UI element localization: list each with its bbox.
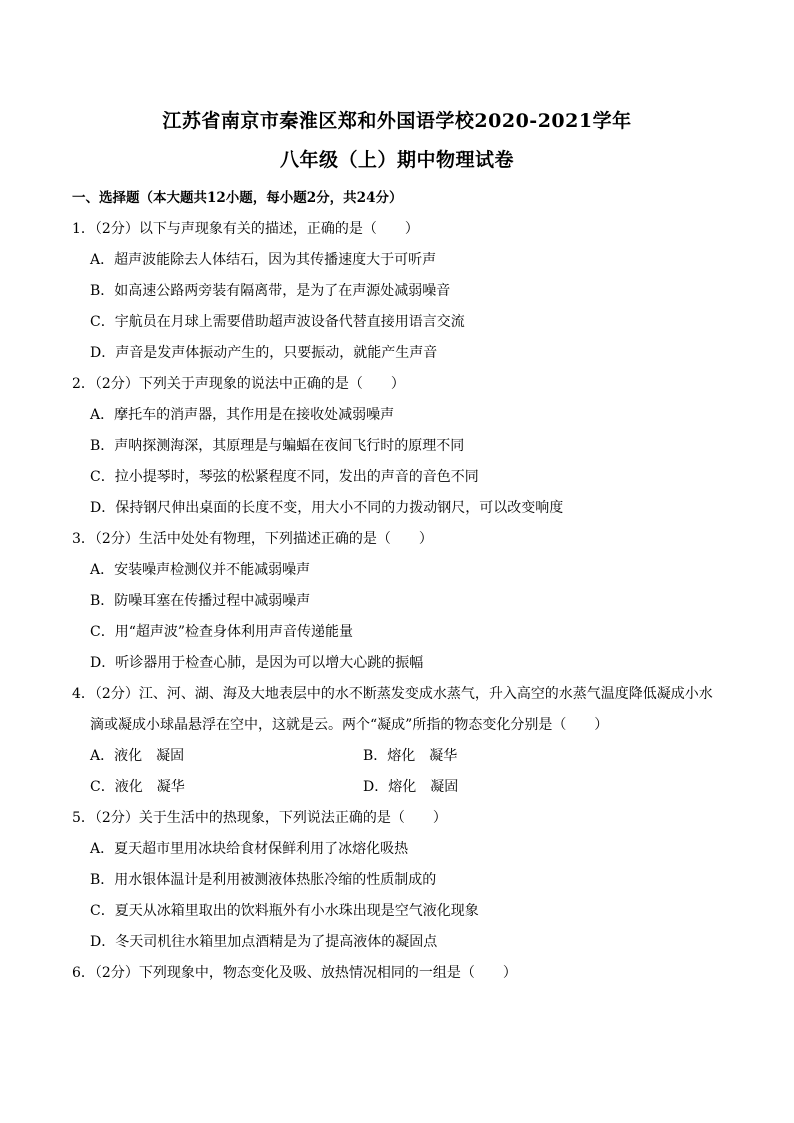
option-d: D．保持钢尺伸出桌面的长度不变，用大小不同的力拨动钢尺，可以改变响度 — [90, 500, 564, 516]
option-a: A．超声波能除去人体结石，因为其传播速度大于可听声 — [90, 252, 437, 268]
option-b: B．如高速公路两旁装有隔离带，是为了在声源处减弱噪音 — [90, 283, 451, 299]
option-row — [72, 772, 732, 803]
question-1 — [72, 214, 732, 369]
question-3 — [72, 524, 732, 679]
option-d: D．听诊器用于检查心肺，是因为可以增大心跳的振幅 — [90, 655, 424, 671]
option-a: A．液化 凝固 — [90, 748, 185, 764]
exam-title-line1: 江苏省南京市秦淮区郑和外国语学校2020-2021学年 — [162, 110, 632, 132]
question-list — [72, 214, 732, 989]
option-d: D．熔化 凝固 — [363, 779, 459, 795]
option-d: D．声音是发声体振动产生的，只要振动，就能产生声音 — [90, 345, 438, 361]
option-c: C．用“超声波”检查身体利用声音传递能量 — [90, 624, 354, 640]
option-b: B．用水银体温计是利用被测液体热胀冷缩的性质制成的 — [90, 872, 437, 888]
question-stem: 1．（2分）以下与声现象有关的描述，正确的是（ ） — [72, 221, 419, 237]
option-a: A．夏天超市里用冰块给食材保鲜利用了冰熔化吸热 — [90, 841, 409, 857]
question-stem: 4．（2分）江、河、湖、海及大地表层中的水不断蒸发变成水蒸气，升入高空的水蒸气温度降低凝成小水 — [72, 686, 713, 702]
option-b: B．熔化 凝华 — [363, 748, 458, 764]
option-d: D．冬天司机往水箱里加点酒精是为了提高液体的凝固点 — [90, 934, 438, 950]
option-c: C．液化 凝华 — [90, 779, 185, 795]
question-stem: 3．（2分）生活中处处有物理，下列描述正确的是（ ） — [72, 531, 433, 547]
question-5 — [72, 803, 732, 958]
option-c: C．宇航员在月球上需要借助超声波设备代替直接用语言交流 — [90, 314, 465, 330]
question-6 — [72, 958, 732, 989]
option-c: C．夏天从冰箱里取出的饮料瓶外有小水珠出现是空气液化现象 — [90, 903, 479, 919]
question-stem: 5．（2分）关于生活中的热现象，下列说法正确的是（ ） — [72, 810, 447, 826]
section-heading: 一、选择题（本大题共12小题，每小题2分，共24分） — [72, 190, 403, 206]
option-a: A．摩托车的消声器，其作用是在接收处减弱噪声 — [90, 407, 395, 423]
option-c: C．拉小提琴时，琴弦的松紧程度不同，发出的声音的音色不同 — [90, 469, 479, 485]
question-stem: 6．（2分）下列现象中，物态变化及吸、放热情况相同的一组是（ ） — [72, 965, 517, 981]
question-4 — [72, 679, 732, 803]
exam-title-line2: 八年级（上）期中物理试卷 — [279, 149, 514, 171]
question-stem-continued: 滴或凝成小球晶悬浮在空中，这就是云。两个“凝成”所指的物态变化分别是（ ） — [90, 717, 609, 733]
option-a: A．安装噪声检测仪并不能减弱噪声 — [90, 562, 311, 578]
question-2 — [72, 369, 732, 524]
option-b: B．防噪耳塞在传播过程中减弱噪声 — [90, 593, 311, 609]
option-b: B．声呐探测海深，其原理是与蝙蝠在夜间飞行时的原理不同 — [90, 438, 465, 454]
option-row — [72, 741, 732, 772]
question-stem: 2．（2分）下列关于声现象的说法中正确的是（ ） — [72, 376, 405, 392]
